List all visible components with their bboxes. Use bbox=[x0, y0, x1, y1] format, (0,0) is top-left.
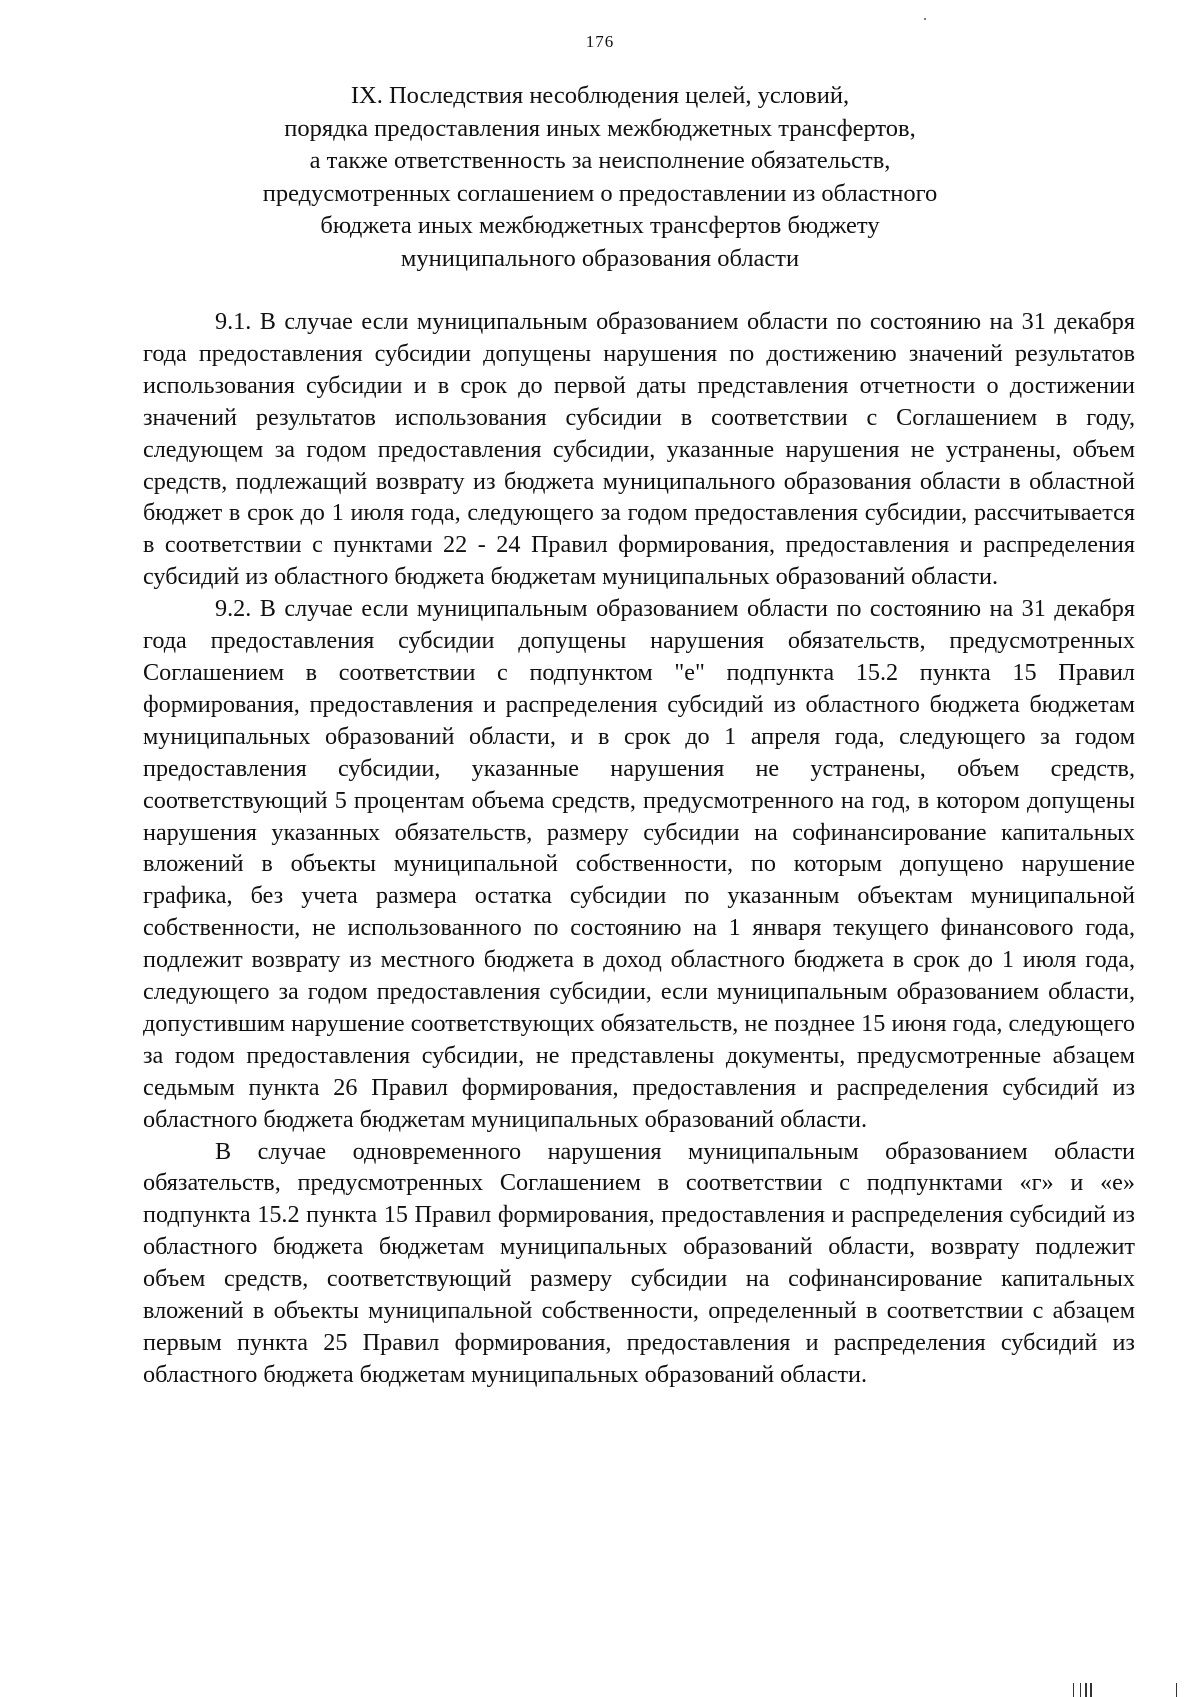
body-text bbox=[143, 306, 1135, 1391]
section-title-line: а также ответственность за неисполнение обязательств, bbox=[309, 147, 891, 174]
scan-edge-mark bbox=[1176, 1683, 1177, 1697]
page-number: 176 bbox=[585, 32, 615, 51]
section-title-line: бюджета иных межбюджетных трансфертов бюджету bbox=[320, 212, 880, 239]
section-title-line: муниципального образования области bbox=[400, 244, 800, 272]
scan-edge-mark bbox=[1090, 1683, 1092, 1697]
section-title-line: порядка предоставления иных межбюджетных трансфертов, bbox=[284, 114, 916, 142]
paragraph-simultaneous-violation: В случае одновременного нарушения муниципальным образованием области обязательств, предусмотренных Соглашением в соответствии с подпунктами «г» и «е» подпункта 15.2 пункта 15 Правил формирования, предоставления и распределения субсидий из областного бюджета бюджетам муниципальных образований области, возврату подлежит объем средств, соответствующий размеру субсидии на софинансирование капитальных вложений в объекты муниципальной собственности, определенный в соответствии с абзацем первым пункта 25 Правил формирования, предоставления и распределения субсидий из областного бюджета бюджетам муниципальных образований области. bbox=[143, 1137, 1135, 1388]
scan-edge-mark bbox=[1080, 1683, 1081, 1697]
scan-edge-mark bbox=[1085, 1683, 1087, 1697]
section-title-line: IX. Последствия несоблюдения целей, условий, bbox=[350, 82, 850, 109]
section-title-line: предусмотренных соглашением о предоставлении из областного bbox=[262, 179, 938, 207]
paragraph-9-1: 9.1. В случае если муниципальным образованием области по состоянию на 31 декабря года предоставления субсидии допущены нарушения по достижению значений результатов использования субсидии и в срок до первой даты представления отчетности о достижении значений результатов использования субсидии в соответствии с Соглашением в году, следующем за годом предоставления субсидии, указанные нарушения не устранены, объем средств, подлежащий возврату из бюджета муниципального образования области в областной бюджет в срок до 1 июля года, следующего за годом предоставления субсидии, рассчитывается в соответствии с пунктами 22 - 24 Правил формирования, предоставления и распределения субсидий из областного бюджета бюджетам муниципальных образований области. bbox=[143, 308, 1135, 591]
scan-speck bbox=[924, 18, 926, 20]
scan-edge-mark bbox=[1073, 1683, 1074, 1697]
paragraph-9-2: 9.2. В случае если муниципальным образованием области по состоянию на 31 декабря года предоставления субсидии допущены нарушения обязательств, предусмотренных Соглашением в соответствии с подпунктом "е" подпункта 15.2 пункта 15 Правил формирования, предоставления и распределения субсидий из областного бюджета бюджетам муниципальных образований области, и в срок до 1 апреля года, следующего за годом предоставления субсидии, указанные нарушения не устранены, объем средств, соответствующий 5 процентам объема средств, предусмотренного на год, в котором допущены нарушения указанных обязательств, размеру субсидии на софинансирование капитальных вложений в объекты муниципальной собственности, по которым допущено нарушение графика, без учета размера остатка субсидии по указанным объектам муниципальной собственности, не использованного по состоянию на 1 января текущего финансового года, подлежит возврату из местного бюджета в доход областного бюджета в срок до 1 июля года, следующего за годом предоставления субсидии, если муниципальным образованием области, допустившим нарушение соответствующих обязательств, не позднее 15 июня года, следующего за годом предоставления субсидии, не представлены документы, предусмотренные абзацем седьмым пункта 26 Правил формирования, предоставления и распределения субсидий из областного бюджета бюджетам муниципальных образований области. bbox=[143, 595, 1135, 1133]
section-title bbox=[200, 80, 1000, 275]
